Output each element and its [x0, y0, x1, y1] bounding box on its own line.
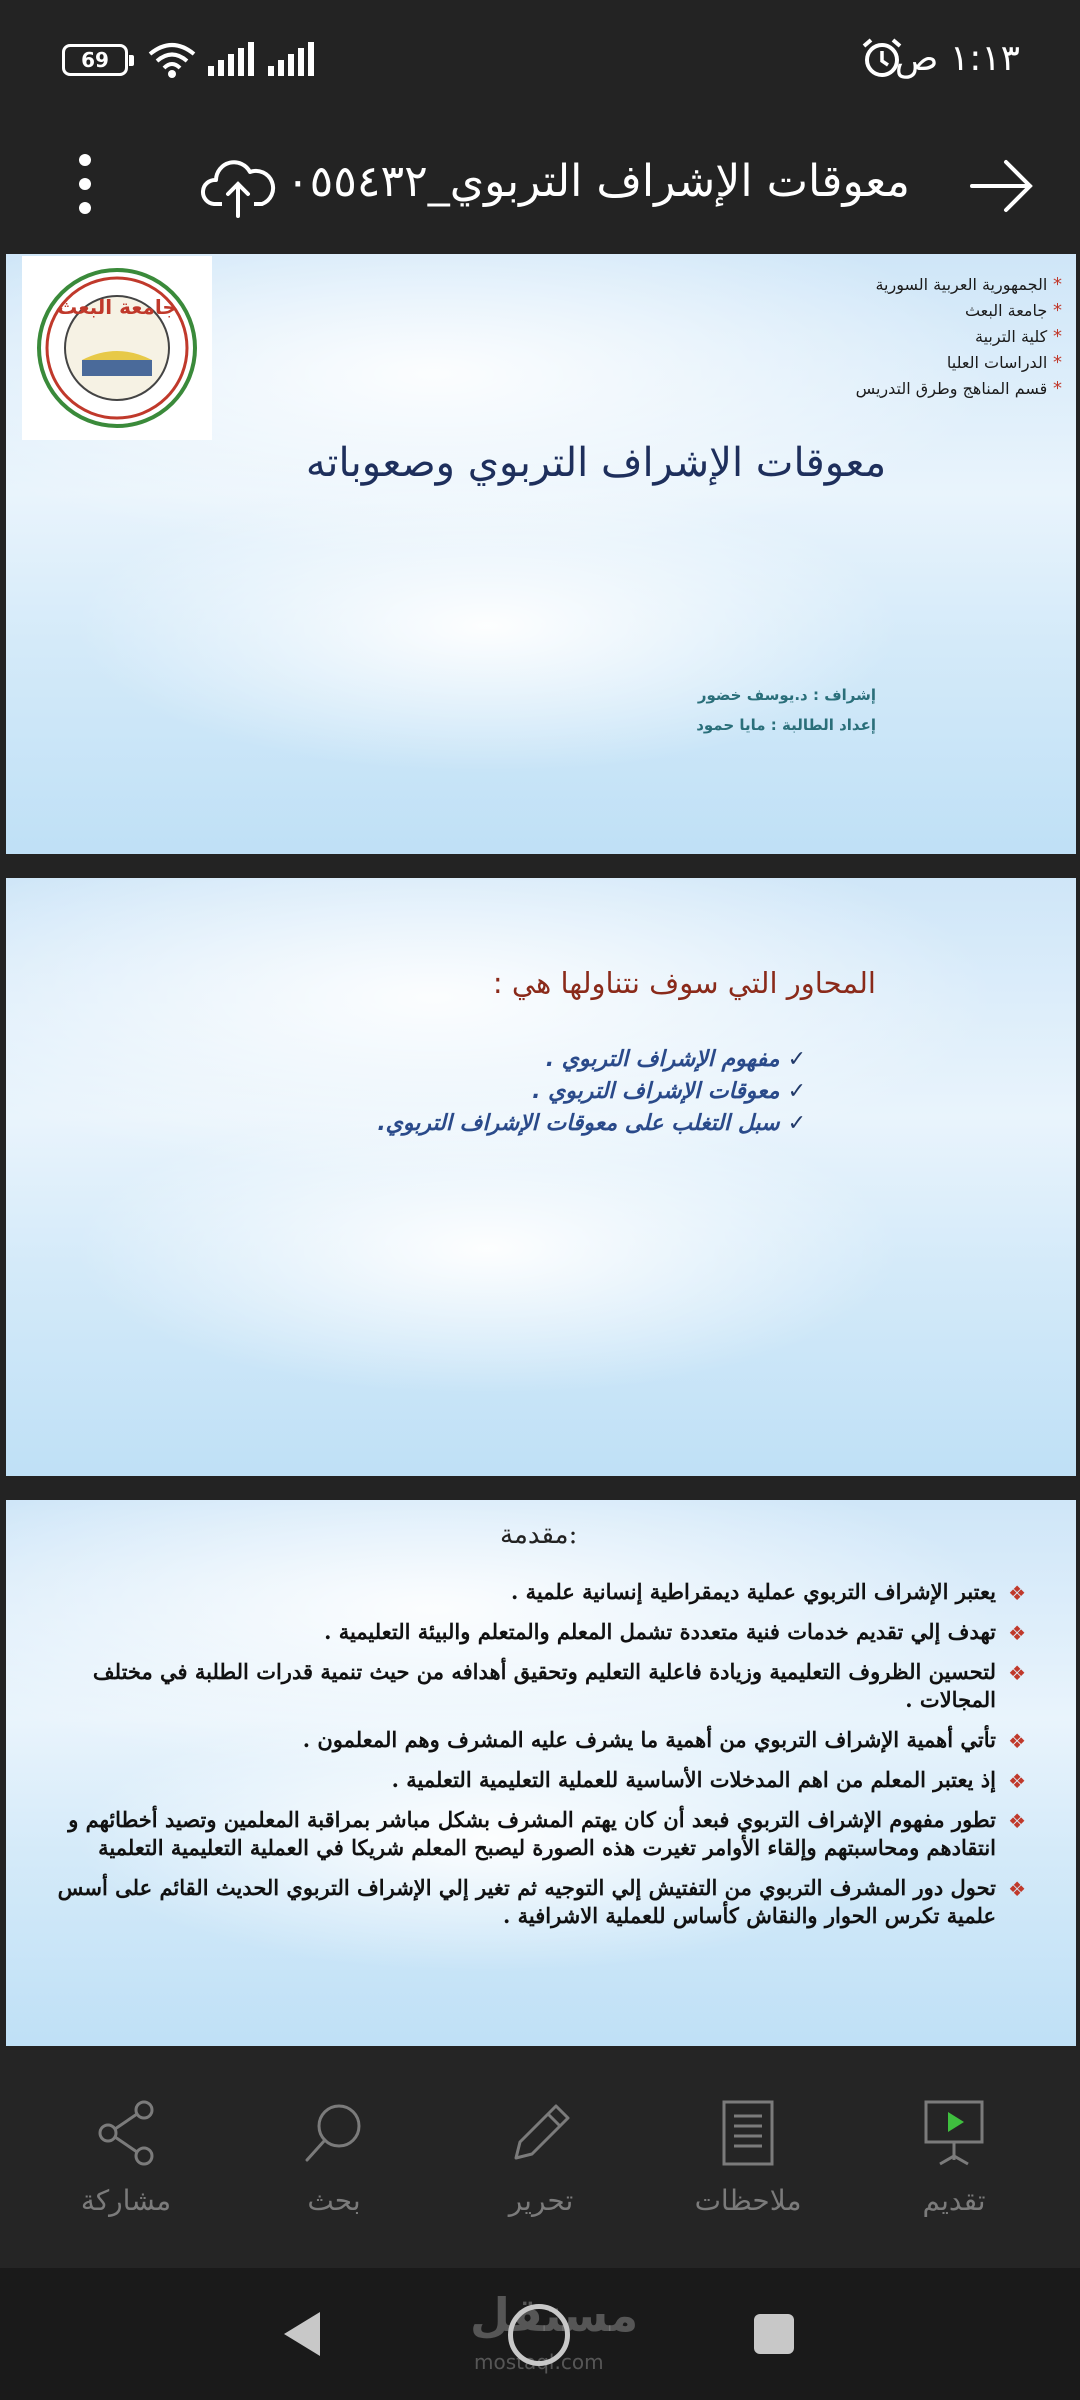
student-line: إعداد الطالبة : مايا حمود [696, 716, 876, 734]
university-logo [22, 256, 212, 440]
nav-back-icon[interactable] [282, 2310, 322, 2358]
slide-title: معوقات الإشراف التربوي وصعوباته [305, 440, 887, 486]
battery-level: 69 [81, 48, 109, 72]
bullet-icon: ❖ [1008, 1809, 1026, 1833]
signal-icon-2 [266, 42, 318, 76]
slide-3[interactable] [6, 1500, 1076, 2046]
bullet-icon: ❖ [1008, 1769, 1026, 1793]
slide-2[interactable] [6, 878, 1076, 1476]
slide-heading: مقدمة: [500, 1520, 578, 1550]
status-bar [0, 0, 1080, 120]
present-icon [922, 2098, 986, 2168]
cloud-upload-icon[interactable] [200, 150, 276, 220]
item-text: تهدف إلي تقديم خدمات فنية متعددة تشمل المعلم والمتعلم والبيئة التعليمية . [324, 1619, 996, 1644]
uni-line: * الجمهورية العربية السورية [856, 272, 1062, 298]
item-text: تطور مفهوم الإشراف التربوي فبعد أن كان يهتم المشرف بشكل مباشر بمراقبة المعلمين وتصيد أخطائهم و انتقادهم ومحاسبتهم وإلقاء الأوامر تغيرت هذه الصورة ليصبح المعلم شريكا في العملية التعليمية التعلمية [68, 1807, 996, 1860]
list-item [16, 1766, 1026, 1794]
app-bar [0, 120, 1080, 250]
bullet-icon: ❖ [1008, 1661, 1026, 1685]
battery-icon [62, 44, 128, 76]
list-item [16, 1806, 1026, 1862]
share-icon [94, 2098, 158, 2168]
bullet-icon: ❖ [1008, 1729, 1026, 1753]
supervisor-line: إشراف : د.يوسف خضور [697, 686, 876, 704]
item-text: إذ يعتبر المعلم من اهم المدخلات الأساسية للعملية التعليمية التعلمية . [391, 1767, 996, 1792]
list-item [16, 1726, 1026, 1754]
slide-heading: المحاور التي سوف نتناولها هي : [492, 966, 876, 1000]
list-item [16, 1618, 1026, 1646]
edit-button[interactable] [441, 2098, 641, 2217]
list-item [16, 1658, 1026, 1714]
uni-line: * قسم المناهج وطرق التدريس [856, 376, 1062, 402]
uni-line: * جامعة البعث [856, 298, 1062, 324]
wifi-icon [146, 40, 198, 80]
search-label: بحث [307, 2184, 361, 2217]
edit-pencil-icon [506, 2098, 576, 2168]
notes-label: ملاحظات [694, 2184, 802, 2217]
bullet-icon: ❖ [1008, 1581, 1026, 1605]
check-icon: ✓ [787, 1047, 806, 1072]
watermark-url: mostaql.com [474, 2350, 604, 2374]
logo-lettering: جامعة البعث [57, 295, 177, 319]
list-item [16, 1578, 1026, 1606]
notes-icon [720, 2098, 776, 2168]
topic-text: مفهوم الإشراف التربوي . [545, 1047, 780, 1072]
present-label: تقديم [922, 2184, 986, 2217]
item-text: تحول دور المشرف التربوي من التفتيش إلي التوجيه ثم تغير إلي الإشراف التربوي الحديث القائم على أسس علمية تكرس الحوار والنقاش كأساس للعملية الاشرافية . [57, 1875, 996, 1928]
uni-line: * الدراسات العليا [856, 350, 1062, 376]
back-arrow-icon[interactable] [970, 156, 1034, 216]
list-item [377, 1108, 806, 1140]
watermark-logo: مستقل [470, 2288, 639, 2342]
search-icon [299, 2098, 369, 2168]
share-button[interactable] [26, 2098, 226, 2217]
signal-icon [206, 42, 258, 76]
document-title: معوقات الإشراف التربوي_٠٥٥٤٣٢ [285, 156, 910, 207]
check-icon: ✓ [787, 1079, 806, 1104]
item-text: يعتبر الإشراف التربوي عملية ديمقراطية إنسانية علمية . [511, 1579, 996, 1604]
item-text: لتحسين الظروف التعليمية وزيادة فاعلية التعليم وتحقيق أهدافه من حيث تنمية قدرات الطلبة في مختلف المجالات . [92, 1659, 996, 1712]
bullet-icon: ❖ [1008, 1877, 1026, 1901]
topics-list [377, 1044, 806, 1140]
edit-label: تحرير [508, 2184, 574, 2217]
nav-home-icon[interactable] [508, 2304, 570, 2366]
topic-text: سبل التغلب على معوقات الإشراف التربوي. [377, 1111, 780, 1136]
more-vert-icon[interactable] [64, 144, 106, 224]
list-item [377, 1076, 806, 1108]
clock: ١:١٣ ص [894, 38, 1020, 79]
share-label: مشاركة [80, 2184, 172, 2217]
bottom-toolbar [0, 2050, 1080, 2268]
search-button[interactable] [234, 2098, 434, 2217]
check-icon: ✓ [787, 1111, 806, 1136]
notes-button[interactable] [648, 2098, 848, 2217]
list-item [377, 1044, 806, 1076]
present-button[interactable] [854, 2098, 1054, 2217]
bullet-icon: ❖ [1008, 1621, 1026, 1645]
intro-list [16, 1578, 1026, 1942]
system-nav-bar [0, 2268, 1080, 2400]
university-info [856, 272, 1062, 402]
nav-recents-icon[interactable] [754, 2314, 794, 2354]
list-item [16, 1874, 1026, 1930]
uni-line: * كلية التربية [856, 324, 1062, 350]
slide-1[interactable] [6, 254, 1076, 854]
item-text: تأتي أهمية الإشراف التربوي من أهمية ما يشرف عليه المشرف وهم المعلمون . [302, 1727, 996, 1752]
topic-text: معوقات الإشراف التربوي . [532, 1079, 780, 1104]
